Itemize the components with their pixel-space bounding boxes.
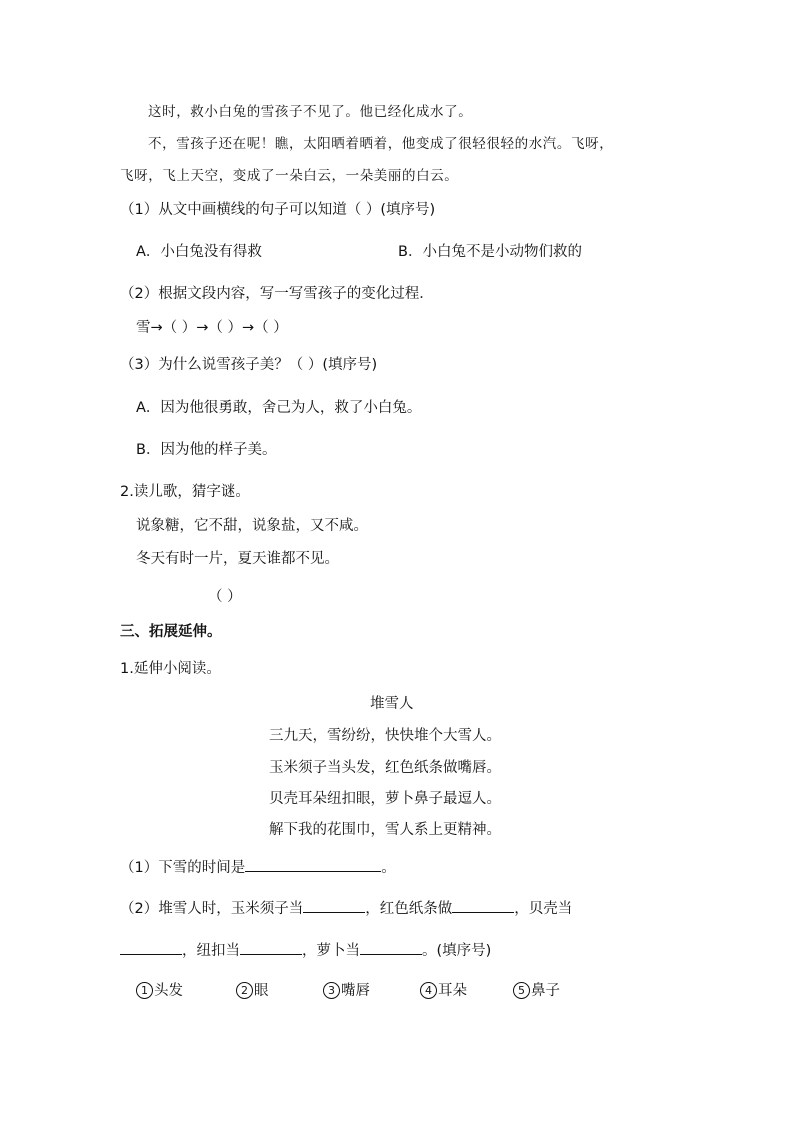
reading-question-2-text: ，红色纸条做: [365, 901, 453, 917]
reading-question-2-line-1: [120, 897, 572, 919]
answer-blank[interactable]: [452, 897, 514, 913]
answer-blank[interactable]: [120, 939, 182, 955]
poem-line: 玉米须子当头发，红色纸条做嘴唇。: [269, 760, 501, 776]
reading-question-2-text: ，纽扣当: [182, 943, 240, 959]
passage-line-2: 不，雪孩子还在呢！瞧，太阳晒着晒着，他变成了很轻很轻的水汽。飞呀，: [148, 136, 614, 152]
choice-item: [323, 981, 370, 1001]
circled-number: 4: [420, 982, 437, 999]
choice-item: [136, 981, 183, 1001]
choice-label: 眼: [254, 983, 269, 999]
reading-question-2-text: ，贝壳当: [514, 901, 573, 917]
choice-item: [236, 981, 269, 1001]
poem-title: 堆雪人: [370, 696, 414, 712]
choice-item: [420, 981, 467, 1001]
poem-line: 贝壳耳朵纽扣眼，萝卜鼻子最逗人。: [269, 791, 501, 807]
riddle-heading: 2.读儿歌，猜字谜。: [120, 484, 250, 500]
reading-question-2-text: （2）堆雪人时，玉米须子当: [120, 901, 304, 917]
question-2-stem: （2）根据文段内容，写一写雪孩子的变化过程．: [120, 286, 434, 302]
question-1-option-b: B．小白兔不是小动物们救的: [398, 244, 582, 260]
reading-question-2-text: 。(填序号): [422, 943, 492, 959]
question-1-option-a: A．小白兔没有得救: [136, 244, 262, 260]
section-3-subheading: 1.延伸小阅读。: [120, 661, 221, 677]
choice-label: 头发: [154, 983, 183, 999]
reading-question-2-text: ，萝卜当: [302, 943, 360, 959]
circled-number: 1: [136, 982, 153, 999]
choice-label: 嘴唇: [341, 983, 370, 999]
riddle-line-1: 说象糖，它不甜，说象盐，又不咸。: [136, 518, 368, 534]
choice-label: 鼻子: [531, 983, 560, 999]
poem-line: 三九天，雪纷纷，快快堆个大雪人。: [269, 728, 501, 744]
section-3-heading: 三、拓展延伸。: [120, 624, 222, 640]
poem-line: 解下我的花围巾，雪人系上更精神。: [269, 822, 501, 838]
question-3-option-b: B．因为他的样子美。: [136, 442, 277, 458]
riddle-line-2: 冬天有时一片，夏天谁都不见。: [136, 551, 339, 567]
answer-blank[interactable]: [240, 939, 302, 955]
answer-blank[interactable]: [360, 939, 422, 955]
reading-question-1-prefix: （1）下雪的时间是: [120, 860, 246, 876]
riddle-answer-blank: （ ）: [208, 589, 242, 605]
choice-label: 耳朵: [438, 983, 467, 999]
passage-line-1: 这时，救小白兔的雪孩子不见了。他已经化成水了。: [148, 104, 473, 120]
circled-number: 2: [236, 982, 253, 999]
circled-number: 5: [513, 982, 530, 999]
question-1-stem: （1）从文中画横线的句子可以知道（ ）(填序号): [120, 202, 436, 218]
change-chain: 雪→（ ）→（ ）→（ ）: [136, 320, 288, 336]
reading-question-1-suffix: 。: [381, 860, 396, 876]
question-3-stem: （3）为什么说雪孩子美？（ ）(填序号): [120, 357, 378, 373]
circled-number: 3: [323, 982, 340, 999]
answer-blank[interactable]: [303, 897, 365, 913]
passage-line-3: 飞呀，飞上天空，变成了一朵白云，一朵美丽的白云。: [120, 168, 459, 184]
choice-item: [513, 981, 560, 1001]
reading-question-1: [120, 856, 396, 878]
question-3-option-a: A．因为他很勇敢，舍己为人，救了小白兔。: [136, 400, 422, 416]
reading-question-2-line-2: [120, 939, 491, 961]
answer-blank[interactable]: [245, 856, 381, 872]
